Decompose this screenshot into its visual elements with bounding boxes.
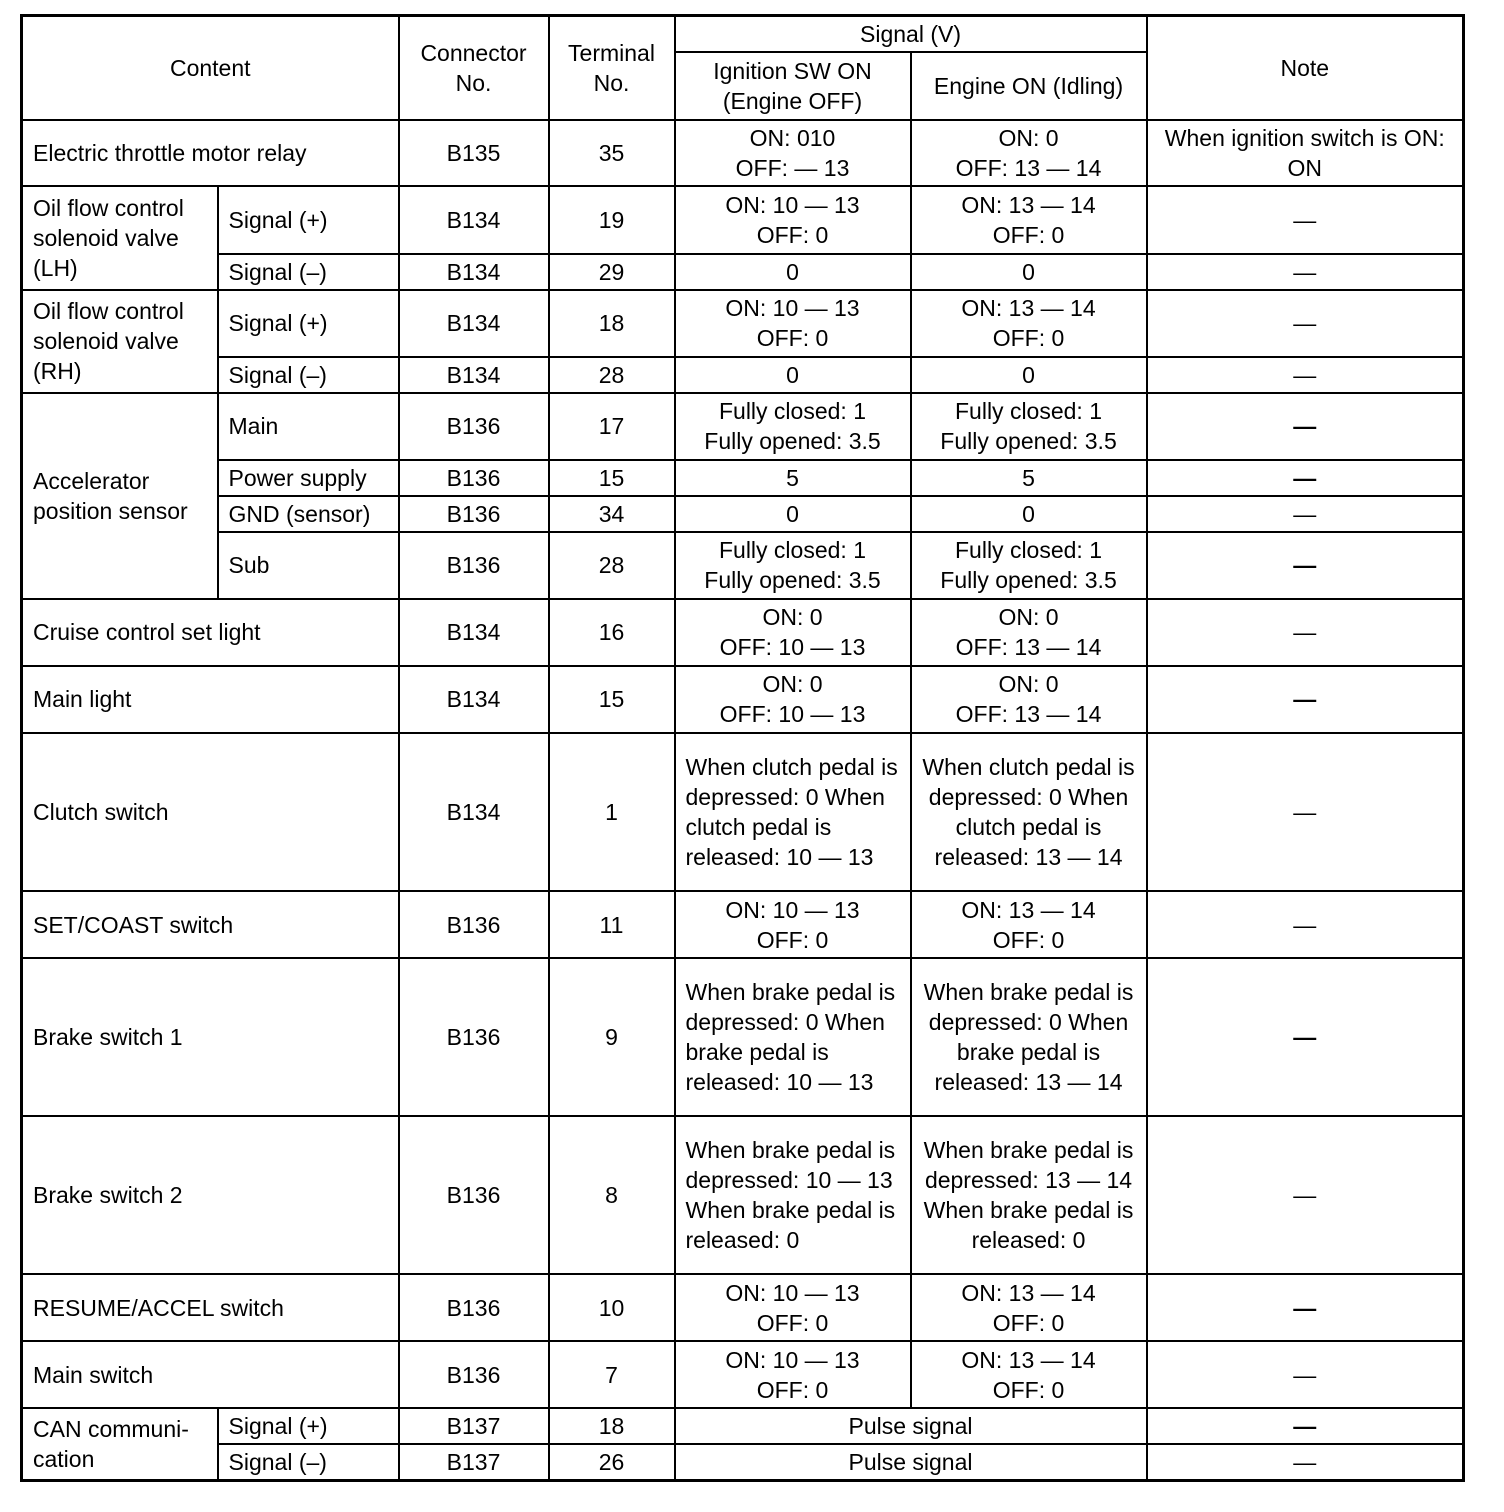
table-row	[22, 460, 1464, 496]
cell-terminal: 18	[549, 1408, 675, 1444]
cell-eng: When brake pedal is depressed: 13 — 14 When brake pedal is released: 0	[911, 1116, 1147, 1274]
table-row	[22, 1341, 1464, 1408]
header-content: Content	[22, 16, 399, 120]
cell-group: CAN communi- cation	[22, 1408, 218, 1480]
cell-ign: 0	[675, 357, 911, 393]
cell-note: —	[1147, 357, 1464, 393]
cell-ign: When brake pedal is depressed: 0 When brake pedal is released: 10 — 13	[675, 958, 911, 1116]
cell-note: —	[1147, 1408, 1464, 1444]
cell-signal: Pulse signal	[675, 1444, 1147, 1480]
table-row	[22, 666, 1464, 733]
cell-note: —	[1147, 1444, 1464, 1480]
cell-eng: ON: 0 OFF: 13 — 14	[911, 120, 1147, 186]
cell-ign: ON: 0 OFF: 10 — 13	[675, 599, 911, 666]
cell-connector: B136	[399, 393, 549, 460]
header-engine-on: Engine ON (Idling)	[911, 52, 1147, 120]
cell-eng: Fully closed: 1 Fully opened: 3.5	[911, 532, 1147, 599]
table-row	[22, 254, 1464, 290]
table-row	[22, 1444, 1464, 1480]
cell-ign: ON: 010 OFF: — 13	[675, 120, 911, 186]
cell-connector: B134	[399, 733, 549, 891]
cell-connector: B136	[399, 496, 549, 532]
table-row	[22, 496, 1464, 532]
cell-ign: ON: 0 OFF: 10 — 13	[675, 666, 911, 733]
cell-content: Brake switch 2	[22, 1116, 399, 1274]
cell-terminal: 18	[549, 290, 675, 357]
cell-note: —	[1147, 599, 1464, 666]
cell-note: —	[1147, 666, 1464, 733]
cell-content: Brake switch 1	[22, 958, 399, 1116]
cell-connector: B136	[399, 1341, 549, 1408]
cell-ign: ON: 10 — 13 OFF: 0	[675, 891, 911, 958]
cell-connector: B136	[399, 1116, 549, 1274]
cell-content: RESUME/ACCEL switch	[22, 1274, 399, 1341]
cell-eng: ON: 0 OFF: 13 — 14	[911, 599, 1147, 666]
header-ign-sw-on: Ignition SW ON (Engine OFF)	[675, 52, 911, 120]
cell-connector: B134	[399, 290, 549, 357]
cell-terminal: 28	[549, 532, 675, 599]
cell-ign: When clutch pedal is depressed: 0 When clutch pedal is released: 10 — 13	[675, 733, 911, 891]
cell-connector: B136	[399, 1274, 549, 1341]
cell-eng: When clutch pedal is depressed: 0 When clutch pedal is released: 13 — 14	[911, 733, 1147, 891]
cell-signal: Pulse signal	[675, 1408, 1147, 1444]
cell-connector: B134	[399, 357, 549, 393]
cell-eng: ON: 13 — 14 OFF: 0	[911, 891, 1147, 958]
cell-connector: B134	[399, 666, 549, 733]
cell-sub: Signal (–)	[218, 357, 399, 393]
header-connector: Connector No.	[399, 16, 549, 120]
cell-eng: ON: 13 — 14 OFF: 0	[911, 186, 1147, 254]
cell-note: —	[1147, 958, 1464, 1116]
cell-eng: Fully closed: 1 Fully opened: 3.5	[911, 393, 1147, 460]
cell-sub: Sub	[218, 532, 399, 599]
cell-group: Accelerator position sensor	[22, 393, 218, 599]
cell-terminal: 17	[549, 393, 675, 460]
cell-terminal: 26	[549, 1444, 675, 1480]
cell-eng: 0	[911, 496, 1147, 532]
cell-sub: Signal (–)	[218, 1444, 399, 1480]
cell-eng: 0	[911, 254, 1147, 290]
cell-terminal: 9	[549, 958, 675, 1116]
cell-connector: B135	[399, 120, 549, 186]
cell-connector: B137	[399, 1444, 549, 1480]
cell-ign: ON: 10 — 13 OFF: 0	[675, 1274, 911, 1341]
cell-terminal: 1	[549, 733, 675, 891]
cell-note: —	[1147, 891, 1464, 958]
table-row	[22, 599, 1464, 666]
cell-terminal: 35	[549, 120, 675, 186]
cell-ign: When brake pedal is depressed: 10 — 13 When brake pedal is released: 0	[675, 1116, 911, 1274]
cell-terminal: 34	[549, 496, 675, 532]
header-signal: Signal (V)	[675, 16, 1147, 52]
cell-eng: ON: 13 — 14 OFF: 0	[911, 1341, 1147, 1408]
cell-content: Clutch switch	[22, 733, 399, 891]
cell-connector: B136	[399, 532, 549, 599]
cell-sub: Main	[218, 393, 399, 460]
table-row	[22, 1274, 1464, 1341]
cell-sub: Signal (+)	[218, 290, 399, 357]
cell-connector: B134	[399, 599, 549, 666]
cell-note: —	[1147, 290, 1464, 357]
cell-ign: 0	[675, 254, 911, 290]
table-row	[22, 120, 1464, 186]
cell-content: Main light	[22, 666, 399, 733]
table-row	[22, 1116, 1464, 1274]
cell-sub: GND (sensor)	[218, 496, 399, 532]
cell-ign: Fully closed: 1 Fully opened: 3.5	[675, 532, 911, 599]
cell-terminal: 11	[549, 891, 675, 958]
cell-connector: B136	[399, 891, 549, 958]
terminal-signal-table	[20, 14, 1465, 1482]
cell-connector: B137	[399, 1408, 549, 1444]
table-row	[22, 733, 1464, 891]
cell-ign: 0	[675, 496, 911, 532]
table-row	[22, 891, 1464, 958]
cell-eng: 5	[911, 460, 1147, 496]
table-row	[22, 290, 1464, 357]
cell-content: SET/COAST switch	[22, 891, 399, 958]
cell-terminal: 10	[549, 1274, 675, 1341]
table-row	[22, 357, 1464, 393]
cell-ign: ON: 10 — 13 OFF: 0	[675, 186, 911, 254]
header-terminal: Terminal No.	[549, 16, 675, 120]
cell-terminal: 15	[549, 666, 675, 733]
cell-group: Oil flow control solenoid valve (LH)	[22, 186, 218, 290]
cell-ign: ON: 10 — 13 OFF: 0	[675, 290, 911, 357]
cell-note: —	[1147, 496, 1464, 532]
table-row	[22, 186, 1464, 254]
cell-note: —	[1147, 186, 1464, 254]
cell-connector: B134	[399, 186, 549, 254]
table-row	[22, 1408, 1464, 1444]
cell-content: Electric throttle motor relay	[22, 120, 399, 186]
cell-connector: B136	[399, 958, 549, 1116]
cell-sub: Signal (–)	[218, 254, 399, 290]
cell-sub: Signal (+)	[218, 186, 399, 254]
cell-note: When ignition switch is ON: ON	[1147, 120, 1464, 186]
header-note: Note	[1147, 16, 1464, 120]
cell-ign: ON: 10 — 13 OFF: 0	[675, 1341, 911, 1408]
cell-terminal: 16	[549, 599, 675, 666]
cell-terminal: 7	[549, 1341, 675, 1408]
cell-terminal: 8	[549, 1116, 675, 1274]
cell-note: —	[1147, 1341, 1464, 1408]
cell-ign: 5	[675, 460, 911, 496]
cell-content: Cruise control set light	[22, 599, 399, 666]
cell-eng: 0	[911, 357, 1147, 393]
cell-connector: B136	[399, 460, 549, 496]
cell-ign: Fully closed: 1 Fully opened: 3.5	[675, 393, 911, 460]
cell-connector: B134	[399, 254, 549, 290]
cell-eng: ON: 0 OFF: 13 — 14	[911, 666, 1147, 733]
cell-eng: ON: 13 — 14 OFF: 0	[911, 1274, 1147, 1341]
cell-note: —	[1147, 1274, 1464, 1341]
cell-note: —	[1147, 254, 1464, 290]
cell-content: Main switch	[22, 1341, 399, 1408]
cell-note: —	[1147, 393, 1464, 460]
cell-terminal: 19	[549, 186, 675, 254]
cell-terminal: 15	[549, 460, 675, 496]
cell-note: —	[1147, 733, 1464, 891]
table-row	[22, 958, 1464, 1116]
table-row	[22, 532, 1464, 599]
cell-terminal: 29	[549, 254, 675, 290]
cell-eng: When brake pedal is depressed: 0 When brake pedal is released: 13 — 14	[911, 958, 1147, 1116]
cell-note: —	[1147, 1116, 1464, 1274]
cell-terminal: 28	[549, 357, 675, 393]
cell-note: —	[1147, 532, 1464, 599]
cell-group: Oil flow control solenoid valve (RH)	[22, 290, 218, 393]
cell-sub: Signal (+)	[218, 1408, 399, 1444]
cell-eng: ON: 13 — 14 OFF: 0	[911, 290, 1147, 357]
cell-sub: Power supply	[218, 460, 399, 496]
cell-note: —	[1147, 460, 1464, 496]
table-row	[22, 393, 1464, 460]
